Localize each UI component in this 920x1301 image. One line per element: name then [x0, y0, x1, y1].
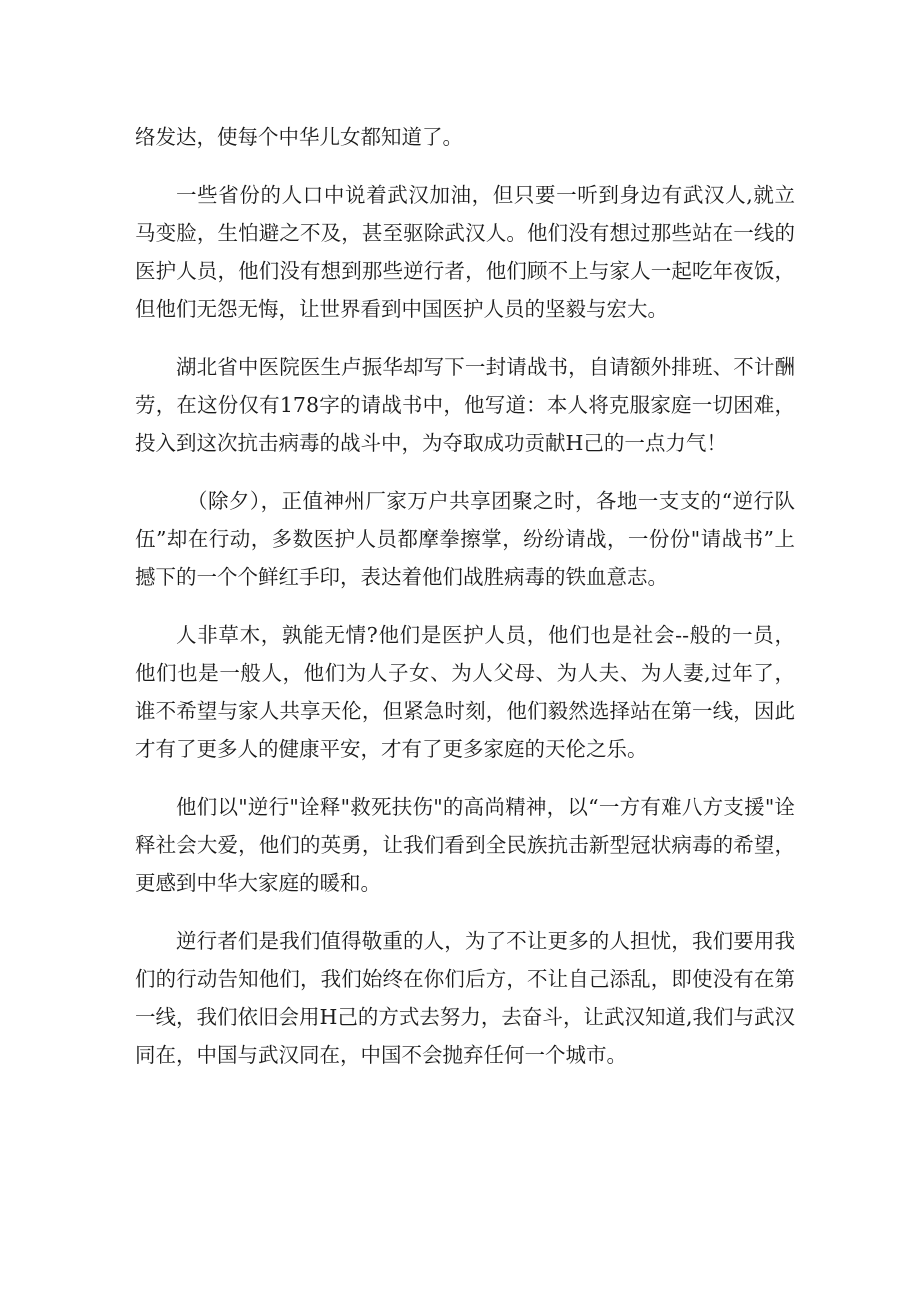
paragraph-hubei-doctor: 湖北省中医院医生卢振华却写下一封请战书，自请额外排班、不计酬劳，在这份仅有178字的请战书中，他写道：本人将克服家庭一切困难，投入到这次抗击病毒的战斗中，为夺取成功贡献H己的一点力气！	[135, 355, 795, 455]
paragraph-spirit: 他们以"逆行"诠释"救死扶伤"的高尚精神，以“一方有难八方支援"诠释社会大爱，他们的英勇，让我们看到全民族抗击新型冠状病毒的希望，更感到中华大家庭的暖和。	[135, 795, 795, 895]
paragraph-continuation: 络发达，使每个中华儿女都知道了。	[135, 125, 463, 149]
paragraph-conclusion: 逆行者们是我们值得敬重的人，为了不让更多的人担忧，我们要用我们的行动告知他们，我们始终在你们后方，不让自己添乱，即使没有在第一线，我们依旧会用H己的方式去努力，去奋斗，让武汉知道,我们与武汉同在，中国与武汉同在，中国不会抛弃任何一个城市。	[135, 929, 795, 1067]
paragraph-new-year-eve: （除夕），正值神州厂家万户共享团聚之时，各地一支支的“逆行队伍”却在行动，多数医护人员都摩拳擦掌，纷纷请战，一份份"请战书”上撼下的一个个鲜红手印，表达着他们战胜病毒的铁血意志。	[135, 489, 795, 589]
paragraph-provinces: 一些省份的人口中说着武汉加油，但只要一听到身边有武汉人,就立马变脸，生怕避之不及，甚至驱除武汉人。他们没有想过那些站在一线的医护人员，他们没有想到那些逆行者，他们顾不上与家人一起吃年夜饭，但他们无怨无悔，让世界看到中国医护人员的坚毅与宏大。	[135, 183, 795, 321]
document-body	[135, 118, 795, 1094]
paragraph-medical-staff: 人非草木，孰能无情?他们是医护人员，他们也是社会--般的一员，他们也是一般人，他们为人子女、为人父母、为人夫、为人妻,过年了，谁不希望与家人共享天伦，但紧急时刻，他们毅然选择站在第一线，因此才有了更多人的健康平安，才有了更多家庭的天伦之乐。	[135, 623, 795, 761]
